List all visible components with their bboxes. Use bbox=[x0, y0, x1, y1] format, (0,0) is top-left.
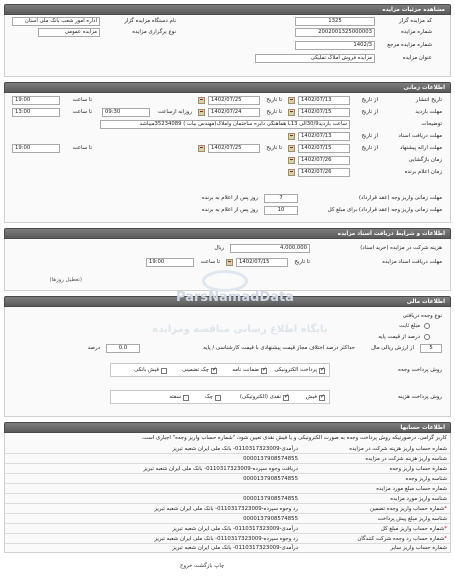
opening-time-label: زمان بازگشایی bbox=[408, 157, 442, 163]
docs-receive-deadline-label: مهلت دریافت اسناد مزایده bbox=[382, 259, 442, 265]
bank-slip-checkbox[interactable] bbox=[161, 368, 167, 374]
required-star: * bbox=[444, 536, 447, 542]
offer-hour-label: تا ساعت bbox=[72, 145, 92, 151]
account-value: 0000137908574855 bbox=[243, 496, 298, 502]
account-label-text: شماره حساب واریز وجه‌ه تضمین bbox=[370, 506, 445, 512]
account-label: شناسه واریز هزینه شرکت در مزایده bbox=[365, 456, 447, 462]
slip-checkbox[interactable] bbox=[319, 395, 325, 401]
cash-electronic-checkbox[interactable] bbox=[283, 395, 289, 401]
offer-from-field[interactable]: 1402/07/15 bbox=[298, 144, 350, 153]
visit-from-label: از تاریخ bbox=[361, 109, 378, 115]
deposit-days-field[interactable]: 7 bbox=[264, 194, 298, 203]
price-difference-field[interactable]: 0.0 bbox=[106, 344, 140, 353]
account-label: شناسه واریز مبلغ پیش پرداخت bbox=[377, 516, 447, 522]
account-value: درآمدی-0110317323009- بانک ملی ایران شعبه تبریز bbox=[172, 545, 298, 551]
visit-hour-label: تا ساعت bbox=[72, 109, 92, 115]
offer-time-field[interactable]: 19:00 bbox=[12, 144, 60, 153]
account-value: 0000137908574855 bbox=[243, 516, 298, 522]
docs-receive-time-field[interactable]: 19:00 bbox=[146, 258, 194, 267]
docs-from-label: از تاریخ bbox=[361, 133, 378, 139]
details-section-header: مشاهده جزئیات مزایده bbox=[4, 4, 451, 15]
publish-to-label: تا تاریخ bbox=[266, 97, 282, 103]
offer-deadline-label: مهلت ارائه پیشنهاد bbox=[400, 145, 442, 151]
calendar-icon[interactable] bbox=[226, 259, 233, 266]
watermark-subtitle: پایگاه اطلاع رسانی مناقصه ومزایده bbox=[152, 324, 328, 335]
org-name-field[interactable]: اداره امور شعب بانک ملی استان bbox=[12, 17, 100, 26]
deposit-deadline-label: مهلت زمانی واریز وجه (عقد قرارداد) bbox=[358, 195, 442, 201]
required-star: * bbox=[444, 526, 447, 532]
calendar-icon[interactable] bbox=[288, 169, 295, 176]
account-value: دریافت وجوه سپرده-0110317323009- بانک ملی ایران شعبه تبریز bbox=[143, 466, 298, 472]
publish-from-label: از تاریخ bbox=[361, 97, 378, 103]
docs-deadline-label: مهلت دریافت اسناد bbox=[398, 133, 442, 139]
account-label: شماره حساب مبلغ مورد مزایده bbox=[376, 486, 447, 492]
account-value: رد وجوه سپرده-0110317323009- بانک ملی ایران شعبه تبریز bbox=[154, 506, 298, 512]
calendar-icon[interactable] bbox=[198, 109, 205, 116]
offer-from-label: از تاریخ bbox=[361, 145, 378, 151]
account-label: شناسه واریز مورد مزایده bbox=[390, 496, 447, 502]
calendar-icon[interactable] bbox=[198, 97, 205, 104]
fixed-amount-radio[interactable] bbox=[424, 323, 430, 329]
account-row bbox=[5, 544, 450, 553]
account-value: 0000137908574855 bbox=[243, 456, 298, 462]
financial-section-header: اطلاعات مالی bbox=[4, 296, 451, 307]
account-row bbox=[5, 535, 450, 544]
calendar-icon[interactable] bbox=[288, 157, 295, 164]
price-difference-label: حداکثر درصد اختلاف مجاز قیمت پیشنهادی با قیمت کارشناسی / پایه bbox=[203, 345, 355, 351]
description-label: توضیحات bbox=[421, 121, 442, 127]
promissory-label: سفته bbox=[169, 394, 181, 400]
account-row bbox=[5, 445, 450, 454]
fee-methods-group bbox=[110, 390, 330, 404]
visit-to-field[interactable]: 1402/07/24 bbox=[208, 108, 260, 117]
accounts-section bbox=[4, 433, 451, 553]
docs-receive-date-field[interactable]: 1402/07/15 bbox=[236, 258, 288, 267]
auction-number-field[interactable]: 2002001325000003 bbox=[295, 28, 375, 37]
account-value: درآمدی-0110317323009- بانک ملی ایران شعبه تبریز bbox=[172, 446, 298, 452]
print-button[interactable]: چاپ bbox=[214, 563, 225, 569]
electronic-payment-label: پرداخت الکترونیکی bbox=[274, 367, 317, 373]
guarantee-letter-label: ضمانت نامه bbox=[232, 367, 259, 373]
promissory-checkbox[interactable] bbox=[183, 395, 189, 401]
conditions-section-header: اطلاعات و شرایط دریافت اسناد مزایده bbox=[4, 228, 451, 239]
check-checkbox[interactable] bbox=[215, 395, 221, 401]
offer-to-field[interactable]: 1402/07/25 bbox=[208, 144, 260, 153]
calendar-icon[interactable] bbox=[198, 145, 205, 152]
account-label: شماره حساب واریز هزینه شرکت در مزایده bbox=[349, 446, 447, 452]
publish-date-label: تاریخ انتشار bbox=[415, 97, 442, 103]
auction-title-label: عنوان مزایده bbox=[402, 55, 432, 61]
reference-number-field[interactable]: 1402/3 bbox=[295, 41, 375, 50]
fee-payment-method-label: روش پرداخت هزینه bbox=[397, 394, 442, 400]
account-label bbox=[307, 535, 447, 544]
account-label: شماره حساب واریز سایر bbox=[390, 545, 447, 551]
publish-from-field[interactable]: 1402/07/13 bbox=[298, 96, 350, 105]
auction-title-field[interactable]: مزایده فروش املاک تملیکی bbox=[255, 54, 375, 63]
participation-fee-label: هزینه شرکت در مزایده (خرید اسناد) bbox=[360, 245, 442, 251]
account-label: شماره حساب واریز وجه‌ه bbox=[389, 466, 447, 472]
opening-date-field[interactable]: 1402/07/26 bbox=[298, 156, 350, 165]
fixed-amount-label: مبلغ ثابت bbox=[399, 323, 420, 329]
timing-section-header: اطلاعات زمانی bbox=[4, 82, 451, 93]
account-label bbox=[307, 525, 447, 534]
publish-to-field[interactable]: 1402/07/25 bbox=[208, 96, 260, 105]
bank-slip-label: فیش بانکی bbox=[134, 367, 159, 373]
auction-number-label: شماره مزایده bbox=[401, 29, 432, 35]
account-label bbox=[307, 505, 447, 514]
required-star: * bbox=[444, 506, 447, 512]
account-row bbox=[5, 515, 450, 524]
calendar-icon[interactable] bbox=[288, 97, 295, 104]
percent-label: درصد از قیمت پایه bbox=[378, 334, 420, 340]
footer-actions bbox=[180, 563, 224, 569]
account-label-text: شماره حساب واریز مبلغ کل bbox=[380, 526, 445, 532]
docs-receive-to-label: تا تاریخ bbox=[294, 259, 310, 265]
participation-fee-field[interactable]: 4,000,000 bbox=[230, 244, 310, 253]
check-label: چک bbox=[204, 394, 213, 400]
calendar-icon[interactable] bbox=[288, 145, 295, 152]
auction-type-label: نوع برگزاری مزایده bbox=[132, 29, 176, 35]
accounts-section-header: اطلاعات حسابها bbox=[4, 422, 451, 433]
account-label: شناسه واریز وجه‌ه bbox=[405, 476, 447, 482]
fee-currency-label: ریال bbox=[214, 245, 224, 251]
winner-time-label: زمان اعلام برنده bbox=[404, 169, 442, 175]
auction-type-field[interactable]: مزایده عمومی bbox=[38, 28, 100, 37]
exit-button[interactable]: خروج bbox=[180, 563, 193, 569]
certified-check-label: چک تضمینی bbox=[182, 367, 209, 373]
offer-to-label: تا تاریخ bbox=[266, 145, 282, 151]
winner-date-field[interactable]: 1402/07/26 bbox=[298, 168, 350, 177]
contract-days-field[interactable]: 10 bbox=[264, 206, 298, 215]
timing-section bbox=[4, 93, 451, 223]
holidays-label: (تعطیل روزها) bbox=[49, 277, 82, 283]
details-section bbox=[4, 15, 451, 77]
reference-number-label: شماره مزایده مرجع bbox=[387, 42, 432, 48]
electronic-payment-checkbox[interactable] bbox=[319, 368, 325, 374]
docs-from-field[interactable]: 1402/07/13 bbox=[298, 132, 350, 141]
back-button[interactable]: بازگشت bbox=[194, 563, 213, 569]
contract-deadline-label: مهلت زمانی واریز وجه (عقد قرارداد) برای مبلغ کل bbox=[327, 207, 442, 213]
account-row bbox=[5, 495, 450, 504]
org-name-label: نام دستگاه مزایده گزار bbox=[124, 18, 176, 24]
auction-code-field[interactable]: 1325 bbox=[295, 17, 375, 26]
visit-start-field[interactable]: 09:30 bbox=[102, 108, 150, 117]
account-row bbox=[5, 525, 450, 534]
auction-code-label: کد مزایده گزار bbox=[399, 18, 432, 24]
deposit-days-unit: روز پس از اعلام به برنده bbox=[201, 195, 258, 201]
guarantee-type-label: نوع وجه‌ه دریافتی bbox=[402, 313, 442, 319]
calendar-icon[interactable] bbox=[288, 133, 295, 140]
percent-radio[interactable] bbox=[424, 334, 430, 340]
account-label-text: شماره حساب رد وجه‌ه شرکت کنندگان bbox=[357, 536, 445, 542]
contract-days-unit: روز پس از اعلام به برنده bbox=[201, 207, 258, 213]
payment-method-label: روش پرداخت وجه‌ه bbox=[398, 367, 442, 373]
visit-from-field[interactable]: 1402/07/15 bbox=[298, 108, 350, 117]
account-row bbox=[5, 485, 450, 494]
account-row bbox=[5, 505, 450, 514]
payment-methods-group bbox=[110, 363, 330, 377]
guarantee-letter-checkbox[interactable] bbox=[261, 368, 267, 374]
account-row bbox=[5, 475, 450, 484]
description-field[interactable]: ساعت بازدید30/9الی 13با هماهنگی دایره ساختمان واملاک(مهندس بیات ) 35234089میباشد bbox=[100, 120, 350, 129]
visit-daily-label: روزانه ازساعت bbox=[157, 109, 192, 115]
round-percent-field[interactable]: 5 bbox=[420, 344, 442, 353]
visit-end-field[interactable]: 13:00 bbox=[12, 108, 60, 117]
docs-receive-hour-label: تا ساعت bbox=[200, 259, 220, 265]
cash-electronic-label: نقدی (الکترونیکی) bbox=[239, 394, 281, 400]
visit-to-label: تا تاریخ bbox=[266, 109, 282, 115]
certified-check-checkbox[interactable] bbox=[211, 368, 217, 374]
account-value: درآمدی-0110317323009- بانک ملی ایران شعبه تبریز bbox=[172, 526, 298, 532]
accounts-intro-text: کاربر گرامی، درصورتیکه روش پرداخت وجه‌ه به صورت الکترونیکی و یا فیش نقدی تعیین شود، "شماره حساب واریز وجه‌ه" اجباری است. bbox=[141, 435, 447, 441]
account-value: رد وجوه سپرده-0110317323009- بانک ملی ایران شعبه تبریز bbox=[154, 536, 298, 542]
visit-deadline-label: مهلت بازدید bbox=[415, 109, 442, 115]
calendar-icon[interactable] bbox=[288, 109, 295, 116]
watermark-logo bbox=[202, 270, 248, 292]
watermark-brand: ParsNamadData bbox=[176, 290, 294, 305]
round-label: از ارزش ریالی مال bbox=[371, 345, 414, 351]
slip-label: فیش bbox=[305, 394, 317, 400]
account-row bbox=[5, 465, 450, 474]
publish-time-field[interactable]: 19:00 bbox=[12, 96, 60, 105]
percent-sign-label: درصد bbox=[87, 345, 100, 351]
account-row bbox=[5, 455, 450, 464]
account-value: 0000137908574855 bbox=[243, 476, 298, 482]
publish-hour-label: تا ساعت bbox=[72, 97, 92, 103]
